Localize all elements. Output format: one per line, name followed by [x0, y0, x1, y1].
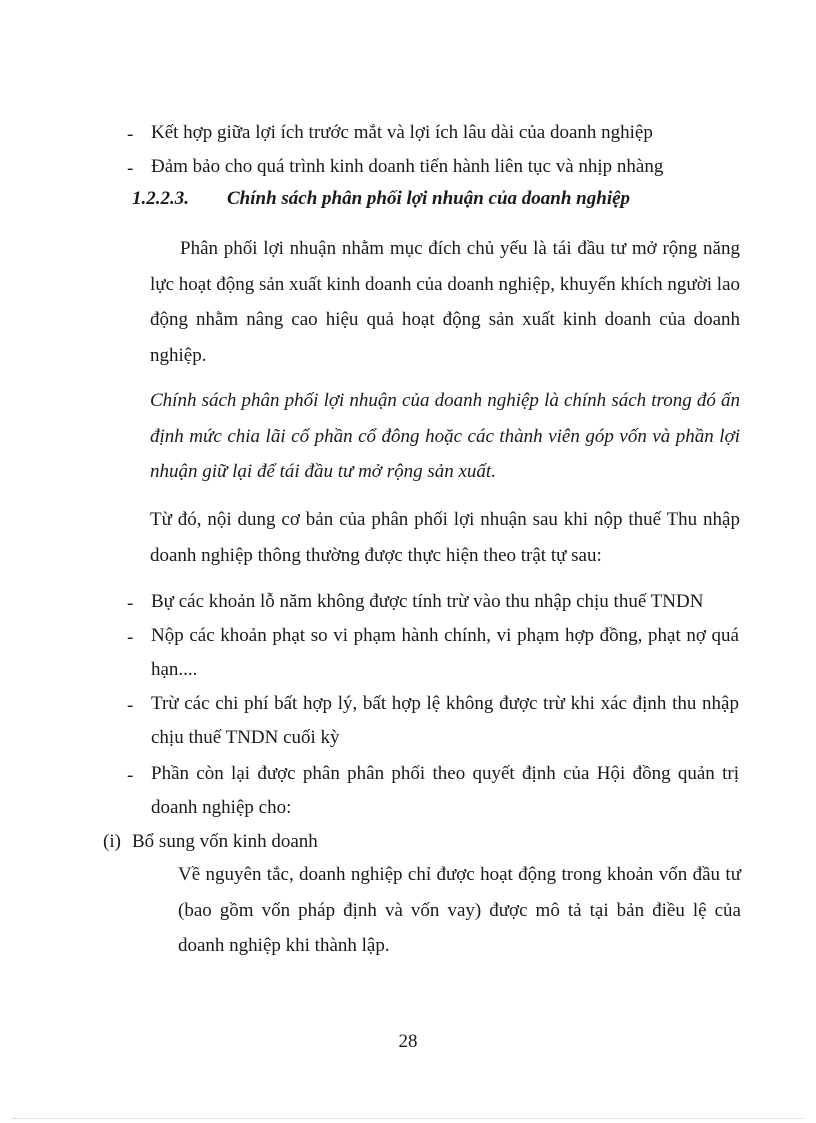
paragraph-order-intro: Từ đó, nội dung cơ bản của phân phối lợi nhuận sau khi nộp thuế Thu nhập doanh nghiệp thông thường được thực hiện theo trật tự sau:: [150, 509, 740, 566]
bullet-text: Nộp các khoản phạt so vi phạm hành chính, vi phạm hợp đồng, phạt nợ quá hạn....: [151, 625, 739, 680]
bullet-marker: -: [127, 593, 134, 614]
bullet-marker: -: [127, 765, 134, 786]
bullet-marker: -: [127, 124, 134, 145]
section-title: Chính sách phân phối lợi nhuận của doanh nghiệp: [227, 188, 631, 209]
bullet-text: Trừ các chi phí bất hợp lý, bất hợp lệ không được trừ khi xác định thu nhập chịu thuế TNDN cuối kỳ: [151, 693, 739, 748]
numbered-item-body: Về nguyên tắc, doanh nghiệp chỉ được hoạt động trong khoản vốn đầu tư (bao gồm vốn pháp định và vốn vay) được mô tả tại bản điều lệ của doanh nghiệp khi thành lập.: [178, 864, 741, 956]
numbered-item-marker: (i): [103, 831, 121, 852]
numbered-item-label: Bổ sung vốn kinh doanh: [132, 831, 318, 852]
paragraph-intro: Phân phối lợi nhuận nhằm mục đích chủ yếu là tái đầu tư mở rộng năng lực hoạt động sản xuất kinh doanh của doanh nghiệp, khuyến khích người lao động nhằm nâng cao hiệu quả hoạt động sản xuất kinh doanh của doanh nghiệp.: [150, 238, 740, 366]
bullet-text: Bự các khoản lỗ năm không được tính trừ vào thu nhập chịu thuế TNDN: [151, 591, 704, 612]
bullet-marker: -: [127, 158, 134, 179]
bullet-text: Phần còn lại được phân phân phối theo quyết định của Hội đồng quản trị doanh nghiệp cho:: [151, 763, 739, 818]
bullet-text: Kết hợp giữa lợi ích trước mắt và lợi ích lâu dài của doanh nghiệp: [151, 122, 653, 143]
page-number: 28: [398, 1031, 418, 1052]
bullet-text: Đảm bảo cho quá trình kinh doanh tiến hành liên tục và nhịp nhàng: [151, 156, 664, 177]
page-bottom-rule: [12, 1118, 804, 1119]
paragraph-definition: Chính sách phân phối lợi nhuận của doanh nghiệp là chính sách trong đó ấn định mức chia lãi cổ phần cổ đông hoặc các thành viên góp vốn và phần lợi nhuận giữ lại để tái đầu tư mở rộng sản xuất.: [150, 390, 740, 482]
bullet-marker: -: [127, 627, 134, 648]
section-number: 1.2.2.3.: [132, 188, 189, 209]
bullet-marker: -: [127, 695, 134, 716]
